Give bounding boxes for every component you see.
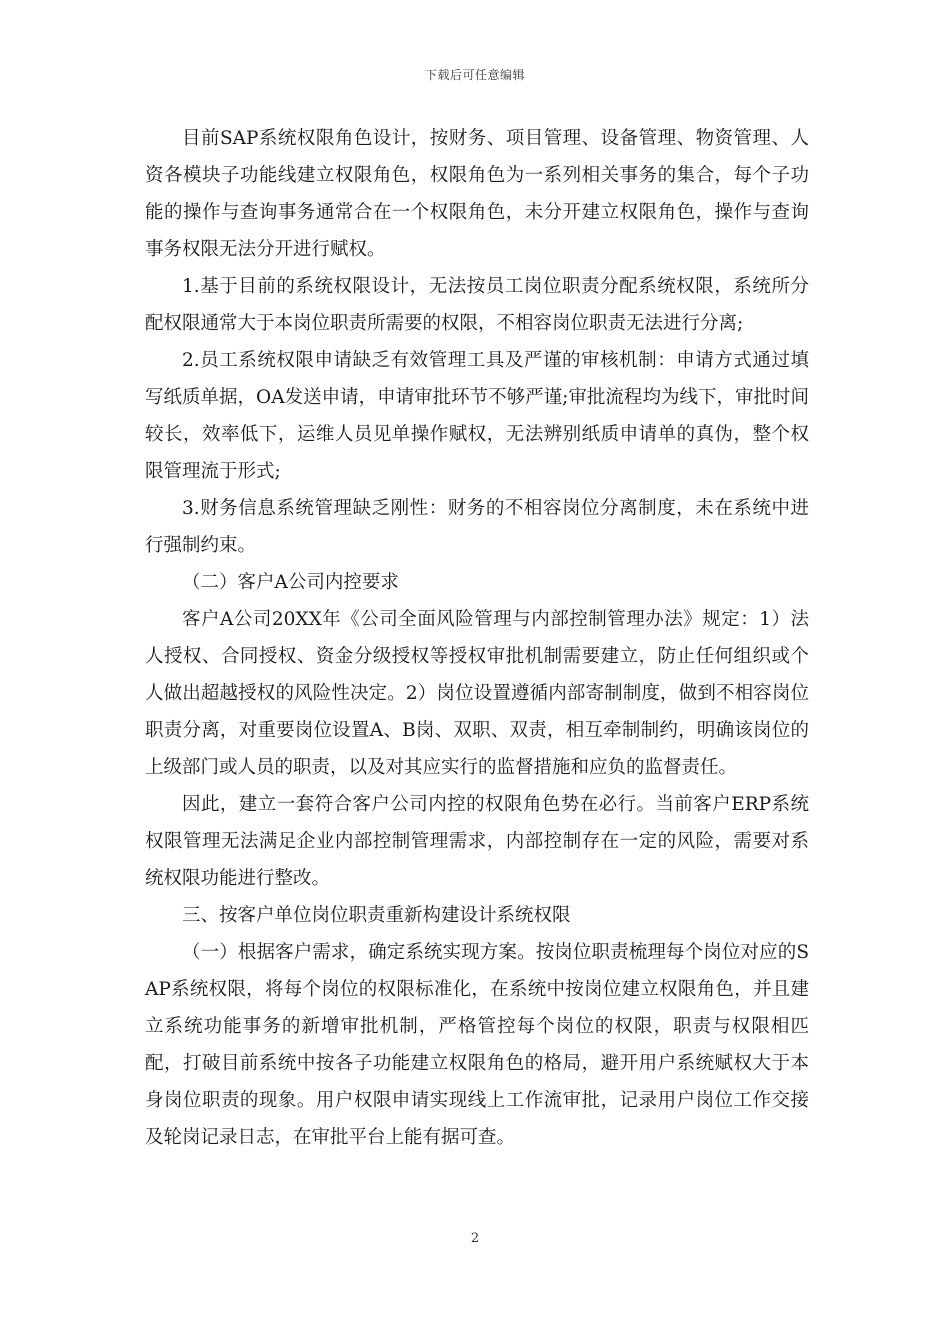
paragraph-issue-1: 1.基于目前的系统权限设计，无法按员工岗位职责分配系统权限，系统所分配权限通常大于本岗位职责所需要的权限，不相容岗位职责无法进行分离; — [145, 276, 809, 334]
paragraph-issue-3: 3.财务信息系统管理缺乏刚性：财务的不相容岗位分离制度，未在系统中进行强制约束。 — [145, 498, 809, 556]
section-heading-internal-control: （二）客户A公司内控要求 — [182, 572, 399, 593]
page-header: 下载后可任意编辑 — [424, 68, 525, 82]
paragraph-conclusion: 因此，建立一套符合客户公司内控的权限角色势在必行。当前客户ERP系统权限管理无法满足企业内部控制管理需求，内部控制存在一定的风险，需要对系统权限功能进行整改。 — [145, 794, 809, 889]
paragraph-sap-role-design: 目前SAP系统权限角色设计，按财务、项目管理、设备管理、物资管理、人资各模块子功能线建立权限角色，权限角色为一系列相关事务的集合，每个子功能的操作与查询事务通常合在一个权限角色，未分开建立权限角色，操作与查询事务权限无法分开进行赋权。 — [145, 128, 809, 260]
document-body — [145, 120, 809, 1156]
page-number: 2 — [470, 1231, 480, 1246]
paragraph-issue-2: 2.员工系统权限申请缺乏有效管理工具及严谨的审核机制：申请方式通过填写纸质单据，OA发送申请，申请审批环节不够严谨;审批流程均为线下，审批时间较长，效率低下，运维人员见单操作赋权，无法辨别纸质申请单的真伪，整个权限管理流于形式; — [145, 350, 809, 482]
section-heading-redesign: 三、按客户单位岗位职责重新构建设计系统权限 — [182, 905, 571, 926]
paragraph-internal-control-rules: 客户A公司20XX年《公司全面风险管理与内部控制管理办法》规定：1）法人授权、合同授权、资金分级授权等授权审批机制需要建立，防止任何组织或个人做出超越授权的风险性决定。2）岗位设置遵循内部寄制制度，做到不相容岗位职责分离，对重要岗位设置A、B岗、双职、双责，相互牵制制约，明确该岗位的上级部门或人员的职责，以及对其应实行的监督措施和应负的监督责任。 — [145, 609, 809, 778]
paragraph-implementation-plan: （一）根据客户需求，确定系统实现方案。按岗位职责梳理每个岗位对应的SAP系统权限，将每个岗位的权限标准化，在系统中按岗位建立权限角色，并且建立系统功能事务的新增审批机制，严格管控每个岗位的权限，职责与权限相匹配，打破目前系统中按各子功能建立权限角色的格局，避开用户系统赋权大于本身岗位职责的现象。用户权限申请实现线上工作流审批，记录用户岗位工作交接及轮岗记录日志，在审批平台上能有据可查。 — [145, 942, 809, 1148]
